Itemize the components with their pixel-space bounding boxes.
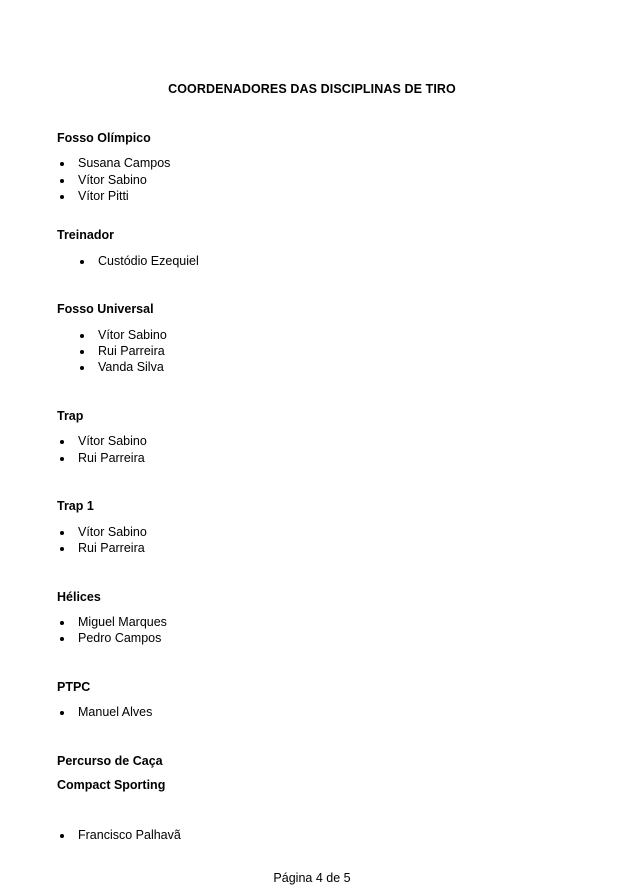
list-item: Rui Parreira bbox=[78, 451, 145, 465]
section-heading-fosso-universal: Fosso Universal bbox=[57, 302, 154, 316]
bullet-icon bbox=[80, 350, 84, 354]
section-heading-helices: Hélices bbox=[57, 590, 101, 604]
bullet-icon bbox=[60, 162, 64, 166]
list-item: Manuel Alves bbox=[78, 705, 152, 719]
list-item: Vítor Pitti bbox=[78, 189, 129, 203]
bullet-icon bbox=[60, 179, 64, 183]
section-heading-treinador: Treinador bbox=[57, 228, 114, 242]
list-item: Vítor Sabino bbox=[78, 525, 147, 539]
list-item: Susana Campos bbox=[78, 156, 170, 170]
list-item: Vítor Sabino bbox=[98, 328, 167, 342]
list-item: Miguel Marques bbox=[78, 615, 167, 629]
section-heading-percurso-de-caca: Percurso de Caça bbox=[57, 754, 163, 768]
bullet-icon bbox=[60, 440, 64, 444]
bullet-icon bbox=[60, 711, 64, 715]
section-heading-ptpc: PTPC bbox=[57, 680, 91, 694]
bullet-icon bbox=[80, 334, 84, 338]
section-heading-fosso-olimpico: Fosso Olímpico bbox=[57, 131, 151, 145]
list-item: Custódio Ezequiel bbox=[98, 254, 199, 268]
bullet-icon bbox=[80, 260, 84, 264]
section-heading-trap: Trap bbox=[57, 409, 84, 423]
bullet-icon bbox=[60, 637, 64, 641]
list-item: Vítor Sabino bbox=[78, 173, 147, 187]
list-item: Rui Parreira bbox=[98, 344, 165, 358]
list-item: Rui Parreira bbox=[78, 541, 145, 555]
list-item: Francisco Palhavã bbox=[78, 828, 181, 842]
section-heading-trap-1: Trap 1 bbox=[57, 499, 94, 513]
list-item: Pedro Campos bbox=[78, 631, 161, 645]
list-item: Vanda Silva bbox=[98, 360, 164, 374]
page-number-footer: Página 4 de 5 bbox=[273, 871, 351, 885]
bullet-icon bbox=[60, 834, 64, 838]
section-heading-compact-sporting: Compact Sporting bbox=[57, 778, 166, 792]
bullet-icon bbox=[60, 531, 64, 535]
bullet-icon bbox=[60, 621, 64, 625]
bullet-icon bbox=[60, 457, 64, 461]
bullet-icon bbox=[60, 547, 64, 551]
bullet-icon bbox=[60, 195, 64, 199]
list-item: Vítor Sabino bbox=[78, 434, 147, 448]
bullet-icon bbox=[80, 366, 84, 370]
document-title: COORDENADORES DAS DISCIPLINAS DE TIRO bbox=[168, 82, 456, 96]
